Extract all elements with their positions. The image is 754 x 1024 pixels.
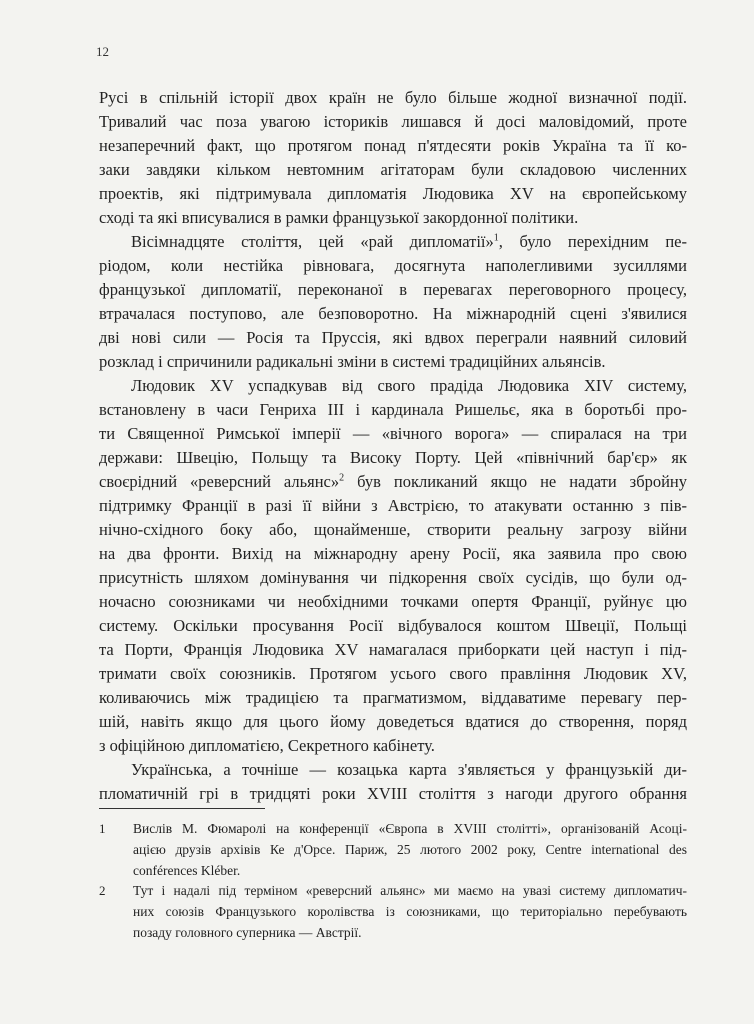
footnote-number: 1 <box>99 821 106 836</box>
text-line: ти Священної Римської імперії — «вічного ворога» — спиралася на три <box>99 424 687 443</box>
page-number: 12 <box>96 44 109 59</box>
text-line: держави: Швецію, Польщу та Високу Порту. Цей «північний бар'єр» як <box>99 448 687 467</box>
text-line: коливаючись між традицією та прагматизмом, віддаватиме перевагу пер- <box>99 688 687 707</box>
text-line: присутність шляхом домінування чи підкорення своїх сусідів, що були од- <box>99 568 687 587</box>
text-line: заки завдяки кільком невтомним агітаторам були складовою численних <box>99 160 687 179</box>
text-line: ріодом, коли нестійка рівновага, досягнута наполегливими зусиллями <box>99 256 687 275</box>
text-line: з офіційною дипломатією, Секретного кабінету. <box>99 736 435 755</box>
text-line: Русі в спільній історії двох країн не було більше жодної визначної події. <box>99 88 687 107</box>
text-line: Людовик XV успадкував від свого прадіда Людовика XIV систему, <box>131 376 687 395</box>
text-line: нічно-східного боку або, щонайменше, створити реальну загрозу війни <box>99 520 687 539</box>
footnote-ref: 1 <box>493 232 499 244</box>
text-line <box>131 230 687 254</box>
text-line: французької дипломатії, переконаної в перевагах переговорного процесу, <box>99 280 687 299</box>
footnote-divider <box>99 808 265 809</box>
text-line: на два фронти. Вихід на міжнародну арену Росії, яка заявила про свою <box>99 544 687 563</box>
text-line: систему. Оскільки просування Росії відбувалося коштом Швеції, Польщі <box>99 616 687 635</box>
text-line: сході та які вписувалися в рамки французької закордонної політики. <box>99 208 579 227</box>
text-line: Тривалий час поза увагою істориків лишався й досі маловідомий, проте <box>99 112 687 131</box>
text-line <box>99 470 687 494</box>
footnote-line: позаду головного суперника — Австрії. <box>133 925 362 940</box>
text-segment: Вісімнадцяте століття, цей «рай дипломатії» <box>131 232 494 251</box>
footnote-line: них союзів Французького королівства із союзниками, що територіально перебувають <box>133 904 687 919</box>
text-line: підтримку Франції в разі її війни з Австрією, то атакувати останню з пів- <box>99 496 687 515</box>
footnote-line: Тут і надалі під терміном «реверсний альянс» ми маємо на увазі систему дипломатич- <box>133 883 687 898</box>
text-line: Українська, а точніше — козацька карта з'являється у французькій ди- <box>131 760 687 779</box>
text-line: тримати своїх союзників. Протягом усього свого правління Людовик XV, <box>99 664 687 683</box>
text-line: незаперечний факт, що протягом понад п'ятдесяти років Україна та її ко- <box>99 136 687 155</box>
footnote-number: 2 <box>99 883 106 898</box>
footnote-line: ацією друзів архівів Ке д'Орсе. Париж, 25 лютого 2002 року, Centre international des <box>133 842 687 857</box>
text-line: та Порти, Франція Людовика XV намагалася приборкати цей наступ і під- <box>99 640 687 659</box>
text-segment: своєрідний «реверсний альянс» <box>99 472 340 491</box>
text-line: розклад і спричинили радикальні зміни в системі традиційних альянсів. <box>99 352 606 371</box>
text-line: дві нові сили — Росія та Пруссія, які вдвох переграли наявний силовий <box>99 328 687 347</box>
footnote-ref: 2 <box>339 472 345 484</box>
footnote-line: Вислів М. Фюмаролі на конференції «Європа в XVIII столітті», організованій Асоці- <box>133 821 687 836</box>
text-line: встановлену в часи Генриха III і кардинала Ришельє, яка в боротьбі про- <box>99 400 687 419</box>
text-segment: , було перехідним пе- <box>498 232 687 251</box>
text-line: проектів, які підтримувала дипломатія Людовика XV на європейському <box>99 184 687 203</box>
footnote-line: conférences Kléber. <box>133 863 241 878</box>
text-line: ночасно союзниками чи необхідними точками опертя Франції, руйнує цю <box>99 592 687 611</box>
text-segment: був покликаний якщо не надати збройну <box>344 472 687 491</box>
text-line: пломатичній грі в тридцяті роки XVIII століття з нагоди другого обрання <box>99 784 687 803</box>
text-line: шій, навіть якщо для цього йому доведеться вдатися до створення, поряд <box>99 712 687 731</box>
text-line: втрачалася поступово, але безповоротно. На міжнародній сцені з'явилися <box>99 304 687 323</box>
